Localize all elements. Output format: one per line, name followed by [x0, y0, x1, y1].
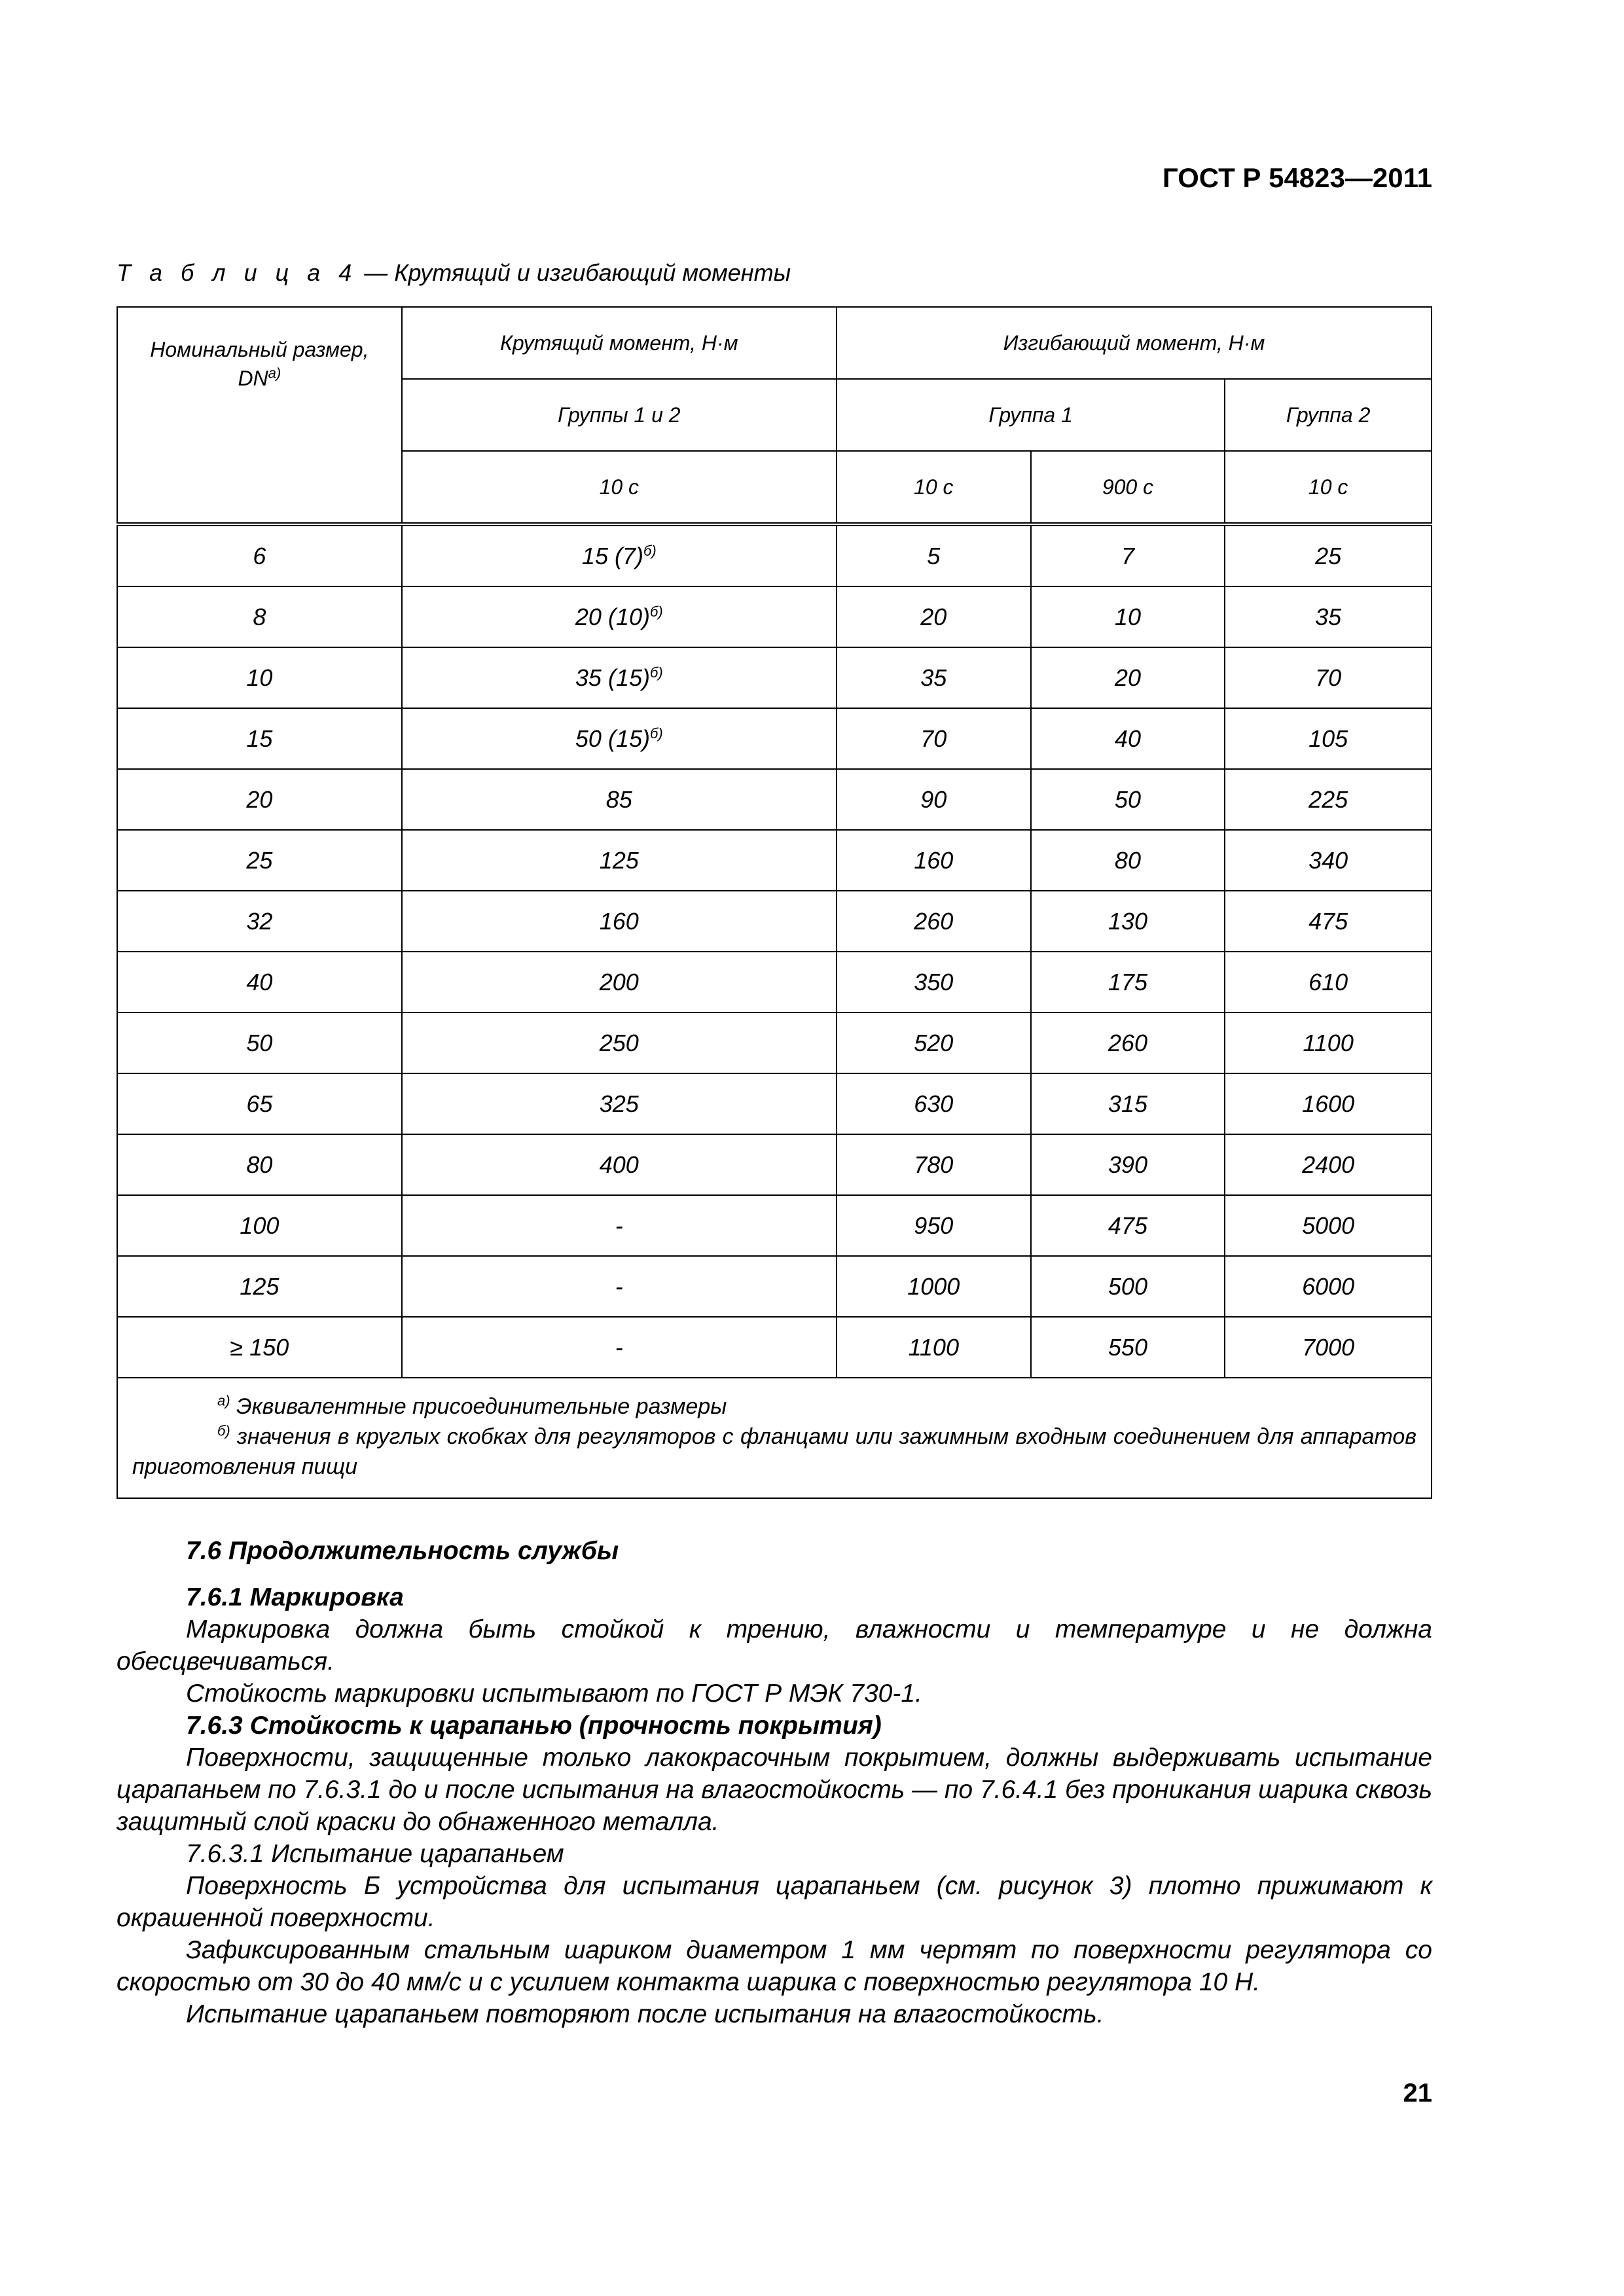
header-dn-symbol: DN [238, 367, 268, 390]
cell-bending-g1-900s-value: 475 [1108, 1211, 1147, 1239]
cell-bending-g2-10s [1225, 708, 1432, 769]
cell-nominal-size-value: 80 [246, 1151, 273, 1178]
cell-bending-g1-10s-value: 950 [914, 1211, 954, 1239]
cell-nominal-size [117, 1317, 402, 1378]
cell-torque-value: 160 [599, 907, 639, 935]
cell-bending-g1-10s [837, 1256, 1031, 1317]
cell-torque [402, 1317, 837, 1378]
cell-bending-g1-900s [1031, 1317, 1225, 1378]
footnote-b-mark: б) [649, 725, 663, 742]
cell-bending-g2-10s-value: 2400 [1302, 1151, 1355, 1178]
cell-bending-g1-10s-value: 20 [920, 603, 947, 630]
cell-bending-g1-10s [837, 1195, 1031, 1256]
section-heading-7-6: 7.6 Продолжительность службы [186, 1537, 619, 1565]
cell-bending-g2-10s [1225, 647, 1432, 708]
cell-bending-g2-10s-value: 35 [1315, 603, 1342, 630]
table-row [117, 586, 1432, 647]
cell-bending-g2-10s [1225, 952, 1432, 1013]
cell-nominal-size [117, 708, 402, 769]
cell-nominal-size-value: ≥ 150 [230, 1333, 289, 1361]
table-body [117, 524, 1432, 1378]
section-heading-7-6-3: 7.6.3 Стойкость к царапанью (прочность покрытия) [186, 1712, 882, 1740]
footnote-a-text: Эквивалентные присоединительные размеры [236, 1394, 727, 1419]
cell-bending-g1-10s-value: 70 [920, 725, 947, 752]
footnote-a [132, 1391, 1416, 1422]
cell-bending-g1-900s-value: 10 [1114, 603, 1141, 630]
cell-bending-g1-10s-value: 780 [914, 1151, 954, 1178]
cell-torque [402, 1134, 837, 1195]
cell-nominal-size [117, 524, 402, 586]
table-row [117, 769, 1432, 830]
cell-bending-g1-10s-value: 350 [914, 968, 954, 996]
table-row [117, 708, 1432, 769]
cell-bending-g1-10s-value: 520 [914, 1029, 954, 1056]
cell-bending-g1-900s-value: 260 [1108, 1029, 1147, 1056]
cell-nominal-size-value: 32 [246, 907, 273, 935]
cell-bending-g2-10s [1225, 830, 1432, 891]
table-row [117, 647, 1432, 708]
cell-bending-g1-900s [1031, 1013, 1225, 1073]
cell-bending-g1-900s [1031, 1134, 1225, 1195]
cell-nominal-size-value: 15 [246, 725, 273, 752]
cell-bending-g2-10s [1225, 1195, 1432, 1256]
cell-nominal-size-value: 50 [246, 1029, 273, 1056]
paragraph: Поверхность Б устройства для испытания царапаньем (см. рисунок 3) плотно прижимают к окрашенной поверхности. [117, 1872, 1432, 1932]
section-heading-7-6-3-1: 7.6.3.1 Испытание царапаньем [186, 1840, 564, 1868]
cell-bending-g1-900s-value: 550 [1108, 1333, 1147, 1361]
cell-bending-g1-900s-value: 315 [1108, 1090, 1147, 1117]
cell-nominal-size [117, 586, 402, 647]
header-dn-footnote-mark: а) [268, 365, 281, 382]
cell-bending-g1-900s-value: 130 [1108, 907, 1147, 935]
cell-torque-value: 35 (15) [575, 664, 650, 691]
cell-bending-g2-10s-value: 1100 [1303, 1029, 1354, 1056]
header-nominal-size-label: Номинальный размер, [150, 338, 369, 361]
header-groups-1-2: Группы 1 и 2 [402, 379, 837, 451]
cell-bending-g1-10s-value: 1000 [907, 1272, 960, 1300]
cell-bending-g1-900s [1031, 1073, 1225, 1134]
cell-bending-g1-10s [837, 1134, 1031, 1195]
cell-nominal-size-value: 20 [246, 785, 273, 813]
cell-torque [402, 1256, 837, 1317]
table-row [117, 524, 1432, 586]
paragraph: Испытание царапаньем повторяют после испытания на влагостойкость. [186, 2000, 1104, 2028]
cell-torque [402, 708, 837, 769]
cell-bending-g1-10s [837, 708, 1031, 769]
cell-nominal-size-value: 8 [253, 603, 266, 630]
header-time-torque: 10 с [402, 451, 837, 524]
table-row [117, 830, 1432, 891]
cell-nominal-size [117, 830, 402, 891]
cell-bending-g2-10s-value: 105 [1308, 725, 1348, 752]
cell-torque [402, 1073, 837, 1134]
cell-nominal-size-value: 6 [253, 542, 266, 569]
table-row [117, 1134, 1432, 1195]
torque-bending-table [117, 306, 1432, 1499]
paragraph: Поверхности, защищенные только лакокрасочным покрытием, должны выдерживать испытание царапаньем по 7.6.3.1 до и после испытания на влагостойкость — по 7.6.4.1 без проникания шарика сквозь защитный слой краски до обнаженного металла. [117, 1744, 1432, 1836]
table-row [117, 1256, 1432, 1317]
cell-nominal-size [117, 891, 402, 952]
cell-bending-g2-10s [1225, 524, 1432, 586]
cell-nominal-size-value: 40 [246, 968, 273, 996]
table-caption [117, 259, 791, 287]
table-caption-title: — Крутящий и изгибающий моменты [364, 259, 791, 286]
table-row [117, 1317, 1432, 1378]
cell-torque [402, 1013, 837, 1073]
cell-bending-g2-10s-value: 225 [1308, 785, 1348, 813]
cell-bending-g1-10s-value: 630 [914, 1090, 954, 1117]
document-code: ГОСТ Р 54823—2011 [1162, 162, 1432, 193]
cell-bending-g2-10s-value: 1600 [1302, 1090, 1355, 1117]
table-notes [117, 1378, 1432, 1498]
cell-bending-g1-10s [837, 1317, 1031, 1378]
cell-torque-value: 15 (7) [581, 542, 643, 569]
cell-bending-g2-10s-value: 25 [1315, 542, 1342, 569]
cell-bending-g2-10s-value: 475 [1308, 907, 1348, 935]
cell-bending-g2-10s-value: 6000 [1302, 1272, 1355, 1300]
footnote-a-mark: а) [217, 1392, 230, 1409]
cell-bending-g1-900s [1031, 952, 1225, 1013]
cell-torque-value: 250 [599, 1029, 639, 1056]
table-row [117, 891, 1432, 952]
cell-bending-g1-10s [837, 891, 1031, 952]
cell-torque-value: - [615, 1333, 623, 1361]
cell-nominal-size [117, 1073, 402, 1134]
cell-bending-g2-10s [1225, 1073, 1432, 1134]
footnote-b-mark: б) [217, 1422, 230, 1439]
cell-torque-value: 20 (10) [575, 603, 650, 630]
document-body [117, 1535, 1432, 2030]
table-notes-row [117, 1378, 1432, 1498]
cell-bending-g2-10s [1225, 1134, 1432, 1195]
cell-bending-g1-900s-value: 80 [1114, 846, 1141, 874]
cell-nominal-size [117, 1013, 402, 1073]
cell-bending-g1-10s [837, 1013, 1031, 1073]
table-row [117, 1073, 1432, 1134]
cell-torque-value: 400 [599, 1151, 639, 1178]
cell-bending-g1-900s [1031, 1256, 1225, 1317]
cell-bending-g2-10s-value: 70 [1315, 664, 1342, 691]
table-row [117, 1195, 1432, 1256]
cell-torque [402, 1195, 837, 1256]
paragraph: Зафиксированным стальным шариком диаметром 1 мм чертят по поверхности регулятора со скоростью от 30 до 40 мм/с и с усилием контакта шарика с поверхностью регулятора 10 Н. [117, 1936, 1432, 1996]
cell-bending-g1-900s [1031, 891, 1225, 952]
footnote-b-mark: б) [643, 542, 657, 559]
section-heading-7-6-1: 7.6.1 Маркировка [186, 1583, 404, 1611]
cell-bending-g2-10s-value: 610 [1308, 968, 1348, 996]
table-row [117, 952, 1432, 1013]
cell-bending-g1-10s-value: 90 [920, 785, 947, 813]
cell-torque-value: 85 [605, 785, 632, 813]
header-time-g2: 10 с [1225, 451, 1432, 524]
cell-bending-g1-900s-value: 390 [1108, 1151, 1147, 1178]
page-number: 21 [1403, 2079, 1432, 2108]
cell-nominal-size-value: 65 [246, 1090, 273, 1117]
cell-nominal-size [117, 1195, 402, 1256]
cell-torque-value: 50 (15) [575, 725, 650, 752]
cell-torque [402, 647, 837, 708]
cell-torque-value: 125 [599, 846, 639, 874]
cell-nominal-size [117, 1134, 402, 1195]
cell-bending-g1-900s [1031, 769, 1225, 830]
footnote-b-text: значения в круглых скобках для регуляторов с фланцами или зажимным входным соединением для аппаратов приготовления пищи [132, 1424, 1416, 1479]
cell-bending-g2-10s [1225, 891, 1432, 952]
cell-bending-g1-900s-value: 7 [1121, 542, 1134, 569]
cell-torque-value: - [615, 1211, 623, 1239]
cell-bending-g1-900s-value: 500 [1108, 1272, 1147, 1300]
cell-bending-g1-10s-value: 35 [920, 664, 947, 691]
cell-nominal-size [117, 952, 402, 1013]
cell-bending-g1-10s [837, 1073, 1031, 1134]
cell-bending-g1-10s-value: 160 [914, 846, 954, 874]
cell-bending-g2-10s-value: 7000 [1302, 1333, 1355, 1361]
footnote-b-mark: б) [649, 603, 663, 620]
cell-bending-g1-900s-value: 175 [1108, 968, 1147, 996]
cell-torque [402, 952, 837, 1013]
cell-bending-g1-10s [837, 586, 1031, 647]
cell-bending-g2-10s [1225, 769, 1432, 830]
cell-torque [402, 891, 837, 952]
cell-bending-g2-10s [1225, 1013, 1432, 1073]
footnote-b [132, 1422, 1416, 1482]
header-time-g1-long: 900 с [1031, 451, 1225, 524]
cell-torque-value: 200 [599, 968, 639, 996]
cell-bending-g1-900s-value: 40 [1114, 725, 1141, 752]
cell-nominal-size [117, 1256, 402, 1317]
header-torque: Крутящий момент, Н·м [402, 307, 837, 379]
cell-bending-g2-10s [1225, 1317, 1432, 1378]
cell-torque-value: - [615, 1272, 623, 1300]
cell-bending-g1-900s [1031, 647, 1225, 708]
cell-nominal-size-value: 25 [246, 846, 273, 874]
cell-bending-g1-900s [1031, 524, 1225, 586]
header-nominal-size [117, 307, 402, 524]
cell-nominal-size [117, 769, 402, 830]
cell-bending-g1-10s [837, 952, 1031, 1013]
cell-bending-g1-900s [1031, 830, 1225, 891]
cell-bending-g1-10s [837, 647, 1031, 708]
cell-bending-g2-10s [1225, 1256, 1432, 1317]
cell-bending-g1-10s-value: 1100 [908, 1333, 959, 1361]
paragraph: Маркировка должна быть стойкой к трению, влажности и температуре и не должна обесцвечиваться. [117, 1615, 1432, 1676]
cell-bending-g1-10s-value: 260 [914, 907, 954, 935]
paragraph: Стойкость маркировки испытывают по ГОСТ Р МЭК 730-1. [186, 1679, 922, 1708]
cell-bending-g1-900s-value: 50 [1114, 785, 1141, 813]
table-header-row [117, 307, 1432, 379]
cell-bending-g2-10s-value: 340 [1308, 846, 1348, 874]
header-group-2: Группа 2 [1225, 379, 1432, 451]
cell-bending-g2-10s-value: 5000 [1302, 1211, 1355, 1239]
cell-nominal-size [117, 647, 402, 708]
cell-torque [402, 830, 837, 891]
table-row [117, 1013, 1432, 1073]
cell-bending-g2-10s [1225, 586, 1432, 647]
cell-torque [402, 769, 837, 830]
footnote-b-mark: б) [649, 664, 663, 681]
cell-bending-g1-10s [837, 830, 1031, 891]
cell-bending-g1-900s [1031, 708, 1225, 769]
cell-torque-value: 325 [599, 1090, 639, 1117]
cell-bending-g1-900s-value: 20 [1114, 664, 1141, 691]
cell-nominal-size-value: 125 [240, 1272, 280, 1300]
cell-bending-g1-900s [1031, 586, 1225, 647]
cell-nominal-size-value: 100 [240, 1211, 280, 1239]
cell-bending-g1-900s [1031, 1195, 1225, 1256]
cell-nominal-size-value: 10 [246, 664, 273, 691]
cell-torque [402, 586, 837, 647]
cell-bending-g1-10s-value: 5 [927, 542, 941, 569]
cell-torque [402, 524, 837, 586]
header-group-1: Группа 1 [837, 379, 1225, 451]
header-time-g1-short: 10 с [837, 451, 1031, 524]
cell-bending-g1-10s [837, 769, 1031, 830]
cell-bending-g1-10s [837, 524, 1031, 586]
header-bending: Изгибающий момент, Н·м [837, 307, 1432, 379]
table-caption-label: Т а б л и ц а 4 [117, 259, 358, 286]
